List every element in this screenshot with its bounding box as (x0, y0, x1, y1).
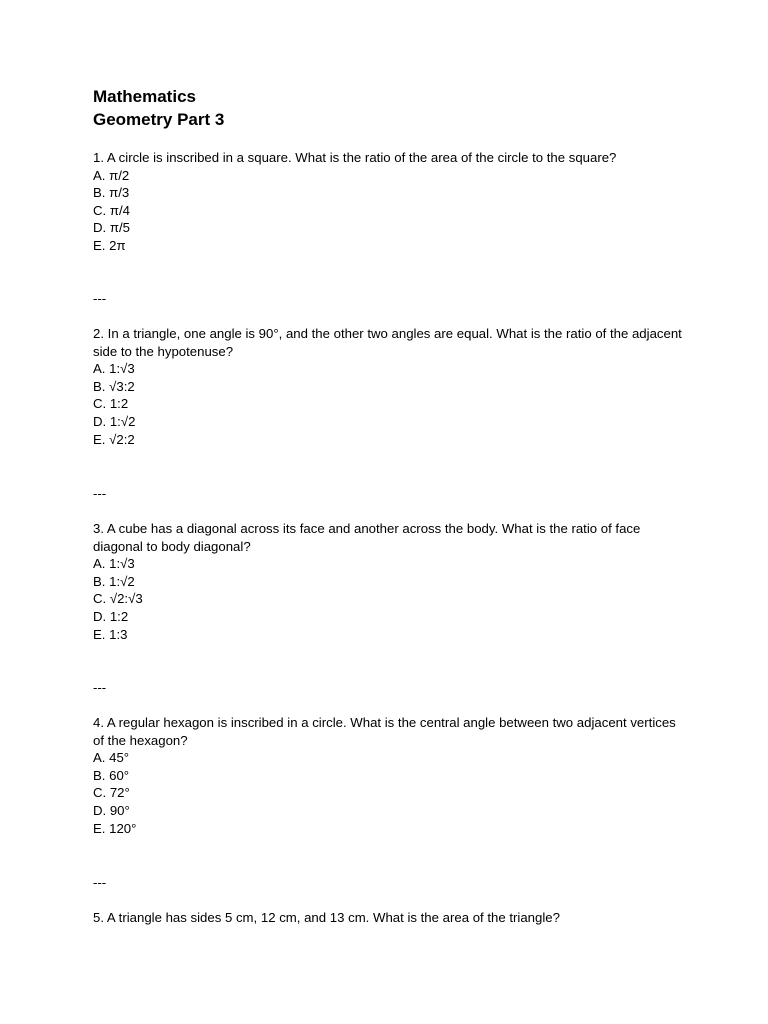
question-2 (93, 325, 683, 448)
section-separator: --- (93, 875, 107, 890)
answer-option-a: A. π/2 (93, 167, 130, 183)
answer-option-b: B. 60° (93, 767, 130, 783)
answer-option-c: C. 72° (93, 785, 130, 801)
document-title: Mathematics (93, 87, 196, 106)
answer-option-d: D. 1:√2 (93, 413, 136, 429)
answer-option-d: D. π/5 (93, 220, 130, 236)
question-3 (93, 520, 683, 643)
document-subtitle: Geometry Part 3 (93, 110, 225, 129)
answer-option-b: B. 1:√2 (93, 573, 135, 589)
answer-option-e: E. 120° (93, 820, 137, 836)
answer-option-c: C. 1:2 (93, 396, 129, 412)
section-separator: --- (93, 486, 107, 501)
question-prompt: 2. In a triangle, one angle is 90°, and the other two angles are equal. What is the ratio of the adjacent side to the hypotenuse? (93, 326, 682, 359)
answer-option-d: D. 1:2 (93, 608, 129, 624)
section-separator: --- (93, 291, 107, 306)
answer-option-e: E. 2π (93, 237, 126, 253)
question-4 (93, 714, 683, 837)
answer-option-b: B. π/3 (93, 185, 130, 201)
answer-option-a: A. 1:√3 (93, 556, 135, 572)
answer-option-c: C. √2:√3 (93, 591, 143, 607)
question-prompt: 5. A triangle has sides 5 cm, 12 cm, and 13 cm. What is the area of the triangle? (93, 910, 560, 925)
question-prompt: 1. A circle is inscribed in a square. What is the ratio of the area of the circle to the square? (93, 150, 617, 165)
question-prompt: 4. A regular hexagon is inscribed in a circle. What is the central angle between two adjacent vertices of the hexagon? (93, 715, 676, 748)
question-prompt: 3. A cube has a diagonal across its face and another across the body. What is the ratio of face diagonal to body diagonal? (93, 521, 641, 554)
answer-option-a: A. 45° (93, 750, 130, 766)
answer-option-a: A. 1:√3 (93, 361, 135, 377)
answer-option-e: E. 1:3 (93, 626, 128, 642)
answer-option-b: B. √3:2 (93, 378, 135, 394)
question-1 (93, 149, 683, 255)
question-5 (93, 909, 683, 927)
answer-option-d: D. 90° (93, 802, 130, 818)
section-separator: --- (93, 680, 107, 695)
answer-option-e: E. √2:2 (93, 431, 135, 447)
answer-option-c: C. π/4 (93, 202, 130, 218)
